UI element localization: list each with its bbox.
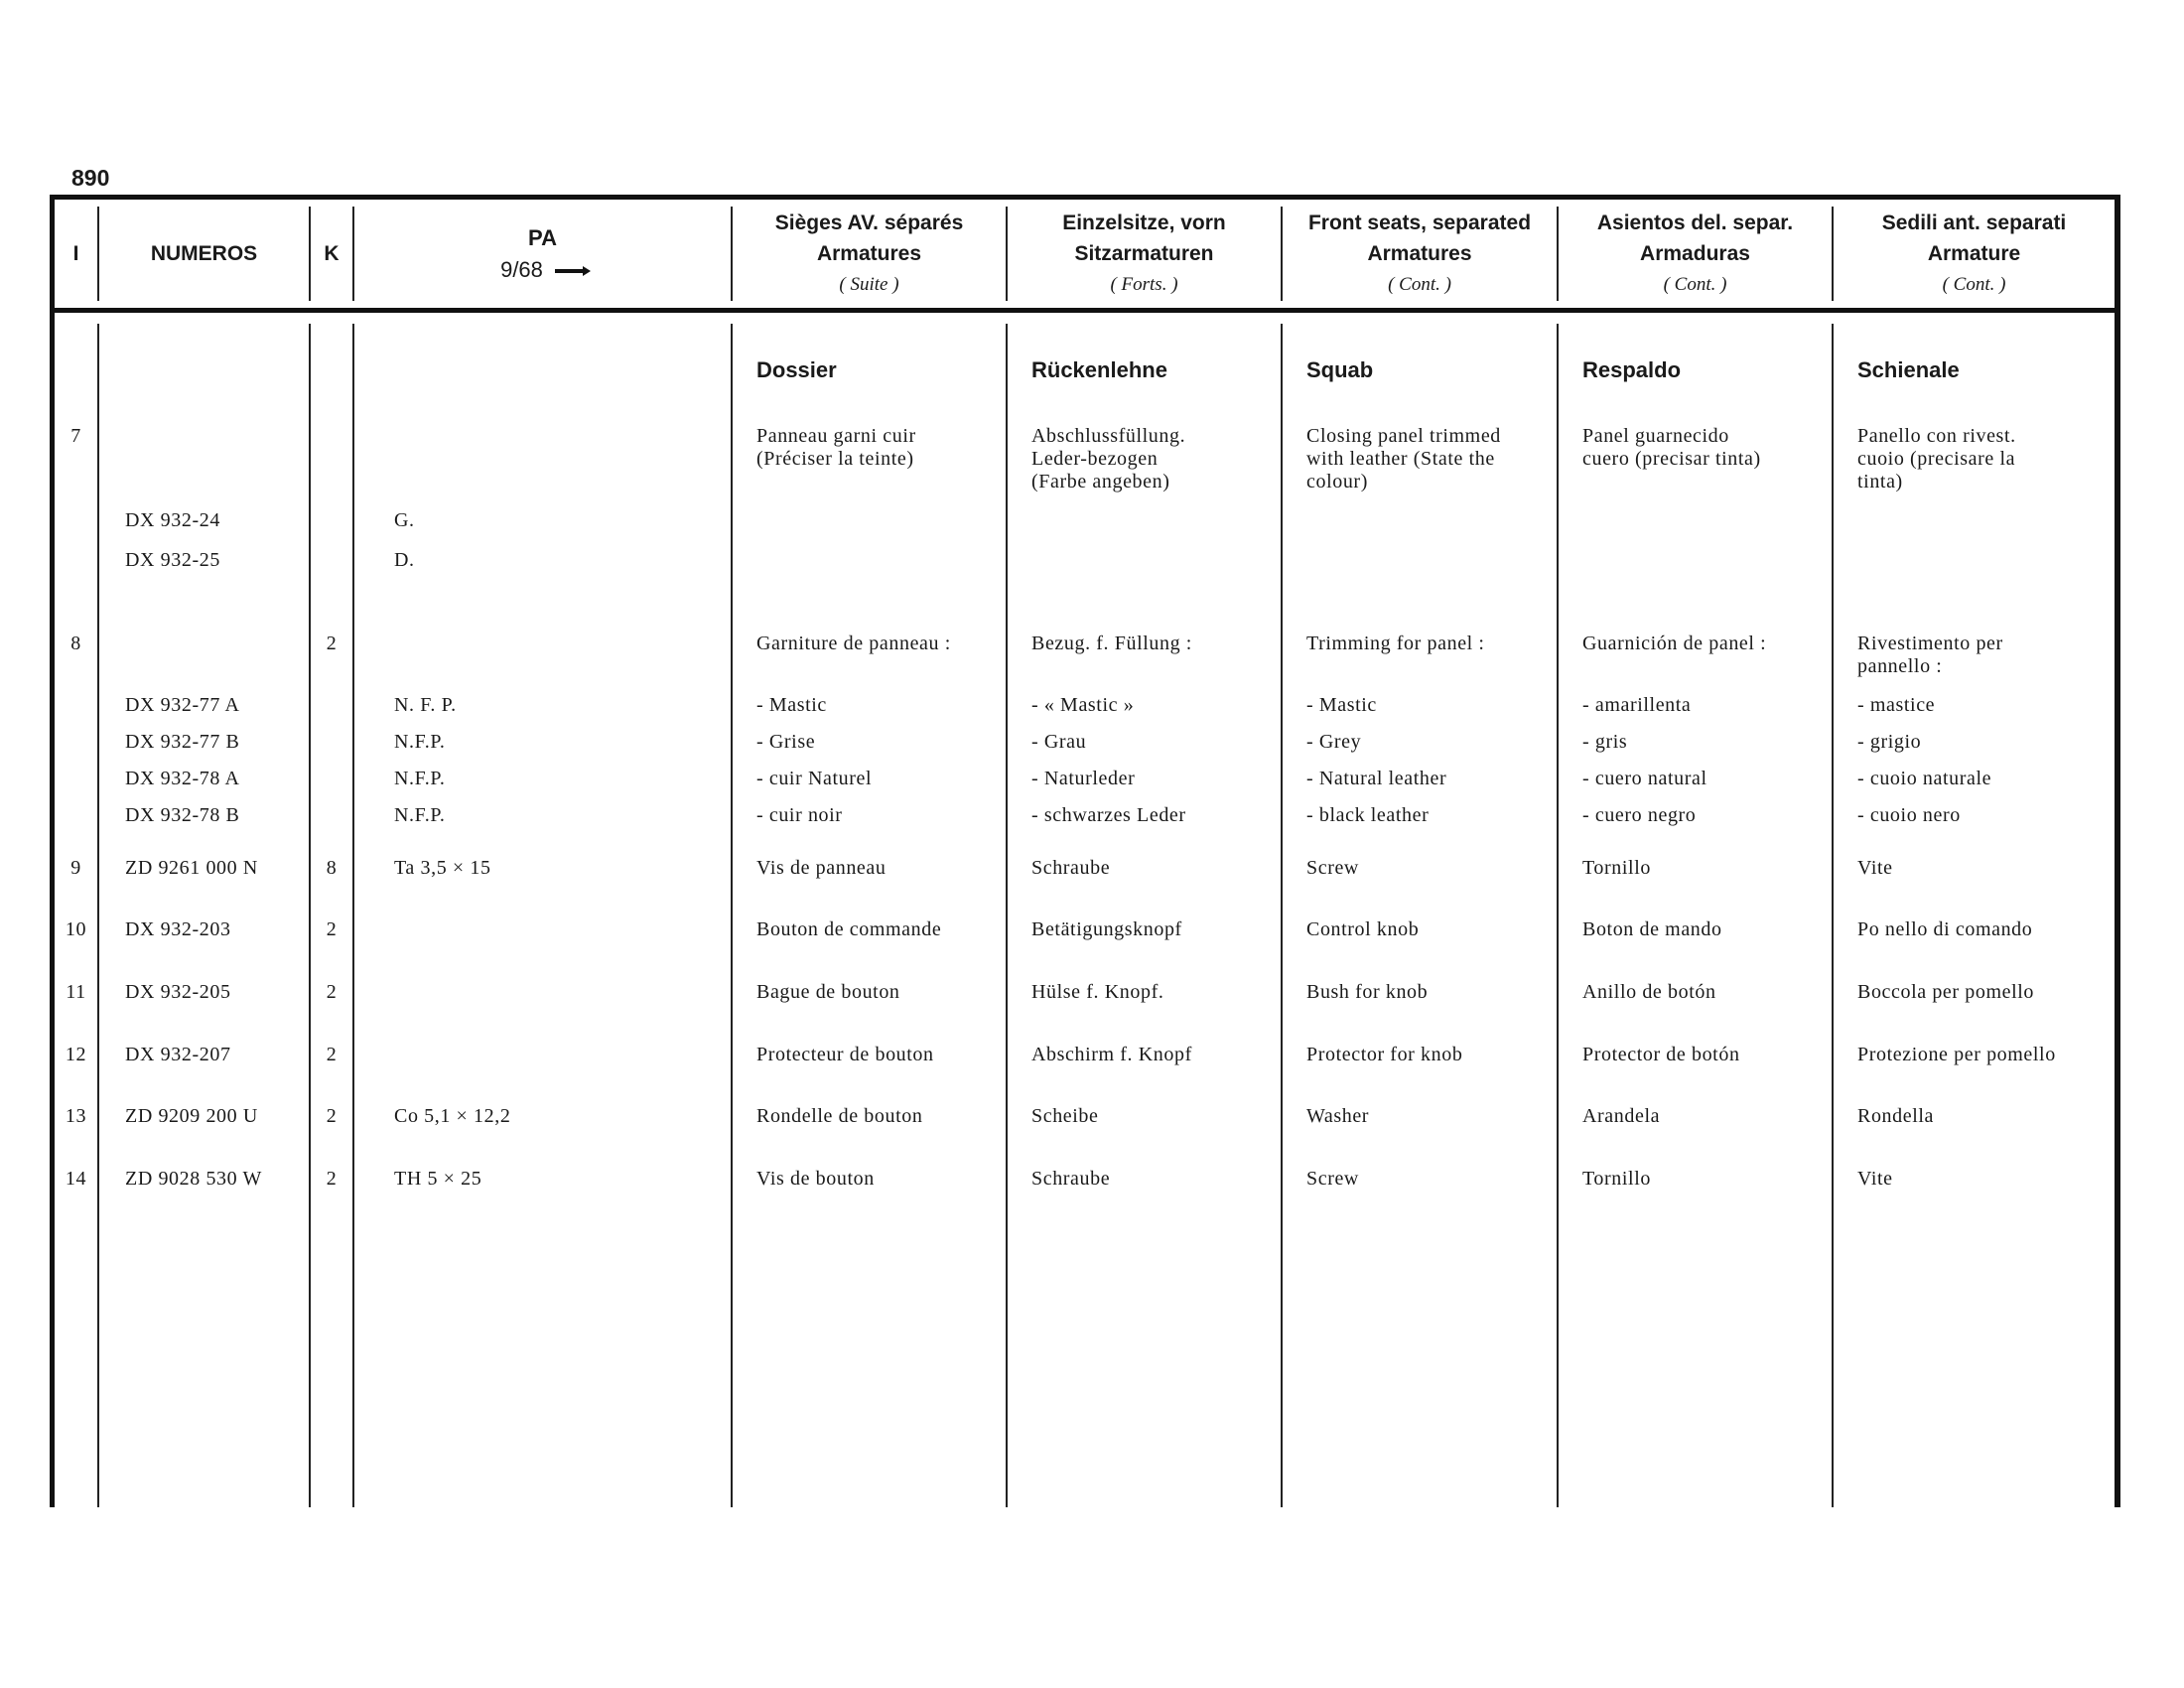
cell-it: - grigio bbox=[1857, 731, 1922, 753]
header-fr-subtitle: Armatures bbox=[816, 242, 922, 265]
header-separator bbox=[50, 308, 2120, 313]
cell-en: Bush for knob bbox=[1306, 981, 1429, 1003]
col-divider bbox=[309, 324, 311, 1507]
cell-it: Po nello di comando bbox=[1857, 918, 2033, 940]
header-col-pa bbox=[354, 207, 731, 301]
cell-fr: - cuir noir bbox=[756, 804, 843, 826]
cell-it: Rivestimento per pannello : bbox=[1857, 633, 2003, 677]
header-fr-title: Sièges AV. séparés bbox=[774, 211, 964, 234]
header-es-cont: ( Cont. ) bbox=[1663, 274, 1727, 295]
cell-es: Guarnición de panel : bbox=[1582, 633, 1767, 654]
cell-es: Protector de botón bbox=[1582, 1044, 1740, 1065]
cell-k: 8 bbox=[326, 857, 338, 879]
cell-i: 7 bbox=[70, 425, 81, 447]
section-title-de: Rückenlehne bbox=[1031, 357, 1167, 382]
cell-en: Control knob bbox=[1306, 918, 1420, 940]
cell-it: - mastice bbox=[1857, 694, 1936, 716]
section-title-fr: Dossier bbox=[756, 357, 837, 382]
cell-it: Panello con rivest. cuoio (precisare la tinta) bbox=[1857, 425, 2016, 492]
cell-pa: N.F.P. bbox=[394, 768, 446, 789]
section-title-en: Squab bbox=[1306, 357, 1374, 382]
col-divider bbox=[1006, 324, 1008, 1507]
cell-es: Tornillo bbox=[1582, 857, 1651, 879]
header-col-pa-label: PA bbox=[528, 224, 557, 250]
cell-es: - gris bbox=[1582, 731, 1628, 753]
cell-de: - schwarzes Leder bbox=[1031, 804, 1186, 826]
cell-fr: Panneau garni cuir (Préciser la teinte) bbox=[756, 425, 916, 470]
cell-es: Boton de mando bbox=[1582, 918, 1722, 940]
cell-num: ZD 9209 200 U bbox=[125, 1105, 258, 1127]
cell-en: - Grey bbox=[1306, 731, 1362, 753]
header-col-numeros-label: NUMEROS bbox=[150, 242, 258, 265]
cell-pa: Ta 3,5 × 15 bbox=[394, 857, 491, 879]
cell-pa: N.F.P. bbox=[394, 731, 446, 753]
cell-fr: - Grise bbox=[756, 731, 816, 753]
header-col-i bbox=[55, 207, 97, 301]
cell-it: - cuoio nero bbox=[1857, 804, 1961, 826]
cell-i: 12 bbox=[65, 1044, 87, 1065]
cell-k: 2 bbox=[326, 981, 338, 1003]
cell-de: - Grau bbox=[1031, 731, 1087, 753]
header-es-title: Asientos del. separ. bbox=[1596, 211, 1794, 234]
header-col-pa-date-text: 9/68 bbox=[500, 256, 543, 282]
cell-en: - black leather bbox=[1306, 804, 1430, 826]
cell-en: Protector for knob bbox=[1306, 1044, 1463, 1065]
cell-num: DX 932-203 bbox=[125, 918, 231, 940]
cell-num: DX 932-77 B bbox=[125, 731, 240, 753]
page-number: 890 bbox=[71, 165, 110, 191]
cell-en: - Natural leather bbox=[1306, 768, 1447, 789]
cell-i: 11 bbox=[66, 981, 86, 1003]
cell-de: Bezug. f. Füllung : bbox=[1031, 633, 1192, 654]
cell-fr: Vis de panneau bbox=[756, 857, 887, 879]
header-de-cont: ( Forts. ) bbox=[1110, 274, 1178, 295]
header-col-de bbox=[1008, 207, 1281, 301]
cell-it: Vite bbox=[1857, 1168, 1893, 1190]
cell-k: 2 bbox=[326, 1105, 338, 1127]
cell-fr: Vis de bouton bbox=[756, 1168, 875, 1190]
table-border-left bbox=[50, 195, 55, 1507]
cell-es: - cuero negro bbox=[1582, 804, 1697, 826]
cell-de: - « Mastic » bbox=[1031, 694, 1135, 716]
cell-it: Rondella bbox=[1857, 1105, 1935, 1127]
header-col-en bbox=[1283, 207, 1557, 301]
cell-de: - Naturleder bbox=[1031, 768, 1136, 789]
cell-i: 14 bbox=[65, 1168, 87, 1190]
cell-num: DX 932-25 bbox=[125, 549, 220, 571]
header-col-k-label: K bbox=[324, 242, 340, 265]
cell-i: 9 bbox=[70, 857, 81, 879]
cell-de: Hülse f. Knopf. bbox=[1031, 981, 1164, 1003]
col-divider bbox=[731, 324, 733, 1507]
cell-num: DX 932-207 bbox=[125, 1044, 231, 1065]
col-divider bbox=[1281, 324, 1283, 1507]
cell-pa: TH 5 × 25 bbox=[394, 1168, 482, 1190]
cell-it: Protezione per pomello bbox=[1857, 1044, 2056, 1065]
cell-en: Screw bbox=[1306, 1168, 1359, 1190]
cell-num: DX 932-24 bbox=[125, 509, 220, 531]
header-col-numeros bbox=[99, 207, 309, 301]
header-it-title: Sedili ant. separati bbox=[1881, 211, 2067, 234]
cell-es: Anillo de botón bbox=[1582, 981, 1716, 1003]
cell-pa: N. F. P. bbox=[394, 694, 457, 716]
header-col-k bbox=[311, 207, 352, 301]
cell-pa: D. bbox=[394, 549, 415, 571]
cell-it: Boccola per pomello bbox=[1857, 981, 2035, 1003]
header-fr-cont: ( Suite ) bbox=[839, 274, 899, 295]
header-es-subtitle: Armaduras bbox=[1640, 242, 1750, 265]
header-col-i-label: I bbox=[72, 242, 79, 265]
cell-num: DX 932-78 A bbox=[125, 768, 240, 789]
header-it-cont: ( Cont. ) bbox=[1942, 274, 2006, 295]
arrow-right-icon bbox=[555, 269, 585, 273]
cell-num: DX 932-77 A bbox=[125, 694, 240, 716]
cell-num: DX 932-205 bbox=[125, 981, 231, 1003]
cell-i: 8 bbox=[70, 633, 81, 654]
cell-de: Scheibe bbox=[1031, 1105, 1099, 1127]
header-en-cont: ( Cont. ) bbox=[1388, 274, 1451, 295]
cell-de: Schraube bbox=[1031, 1168, 1111, 1190]
cell-en: Washer bbox=[1306, 1105, 1370, 1127]
table-border-right bbox=[2115, 195, 2120, 1507]
table-border-top bbox=[50, 195, 2120, 200]
col-divider bbox=[1557, 324, 1559, 1507]
cell-de: Abschlussfüllung. Leder-bezogen (Farbe angeben) bbox=[1031, 425, 1186, 492]
col-divider bbox=[97, 324, 99, 1507]
cell-pa: Co 5,1 × 12,2 bbox=[394, 1105, 511, 1127]
cell-it: Vite bbox=[1857, 857, 1893, 879]
cell-fr: Protecteur de bouton bbox=[756, 1044, 934, 1065]
cell-fr: - cuir Naturel bbox=[756, 768, 873, 789]
cell-en: - Mastic bbox=[1306, 694, 1377, 716]
header-col-pa-date bbox=[500, 254, 585, 286]
cell-fr: Bague de bouton bbox=[756, 981, 900, 1003]
cell-i: 13 bbox=[65, 1105, 87, 1127]
cell-de: Schraube bbox=[1031, 857, 1111, 879]
cell-k: 2 bbox=[326, 1044, 338, 1065]
cell-fr: Bouton de commande bbox=[756, 918, 942, 940]
cell-fr: Garniture de panneau : bbox=[756, 633, 951, 654]
cell-en: Trimming for panel : bbox=[1306, 633, 1485, 654]
header-it-subtitle: Armature bbox=[1927, 242, 2021, 265]
header-col-es bbox=[1559, 207, 1832, 301]
cell-de: Abschirm f. Knopf bbox=[1031, 1044, 1192, 1065]
cell-i: 10 bbox=[65, 918, 87, 940]
col-divider bbox=[1832, 324, 1834, 1507]
cell-es: - cuero natural bbox=[1582, 768, 1707, 789]
cell-num: DX 932-78 B bbox=[125, 804, 240, 826]
header-col-fr bbox=[733, 207, 1006, 301]
cell-es: Tornillo bbox=[1582, 1168, 1651, 1190]
col-divider bbox=[352, 324, 354, 1507]
section-title-it: Schienale bbox=[1857, 357, 1960, 382]
parts-table bbox=[50, 195, 2120, 1507]
header-col-it bbox=[1834, 207, 2115, 301]
cell-es: Arandela bbox=[1582, 1105, 1661, 1127]
cell-en: Closing panel trimmed with leather (State the colour) bbox=[1306, 425, 1501, 492]
header-de-subtitle: Sitzarmaturen bbox=[1074, 242, 1214, 265]
header-en-subtitle: Armatures bbox=[1367, 242, 1472, 265]
cell-de: Betätigungsknopf bbox=[1031, 918, 1182, 940]
cell-num: ZD 9028 530 W bbox=[125, 1168, 262, 1190]
cell-k: 2 bbox=[326, 918, 338, 940]
cell-it: - cuoio naturale bbox=[1857, 768, 1992, 789]
cell-es: Panel guarnecido cuero (precisar tinta) bbox=[1582, 425, 1761, 470]
cell-es: - amarillenta bbox=[1582, 694, 1692, 716]
cell-num: ZD 9261 000 N bbox=[125, 857, 258, 879]
cell-pa: N.F.P. bbox=[394, 804, 446, 826]
cell-fr: - Mastic bbox=[756, 694, 827, 716]
header-en-title: Front seats, separated bbox=[1307, 211, 1532, 234]
cell-k: 2 bbox=[326, 1168, 338, 1190]
cell-en: Screw bbox=[1306, 857, 1359, 879]
cell-pa: G. bbox=[394, 509, 415, 531]
header-de-title: Einzelsitze, vorn bbox=[1062, 211, 1226, 234]
cell-k: 2 bbox=[326, 633, 338, 654]
section-title-es: Respaldo bbox=[1582, 357, 1682, 382]
cell-fr: Rondelle de bouton bbox=[756, 1105, 923, 1127]
